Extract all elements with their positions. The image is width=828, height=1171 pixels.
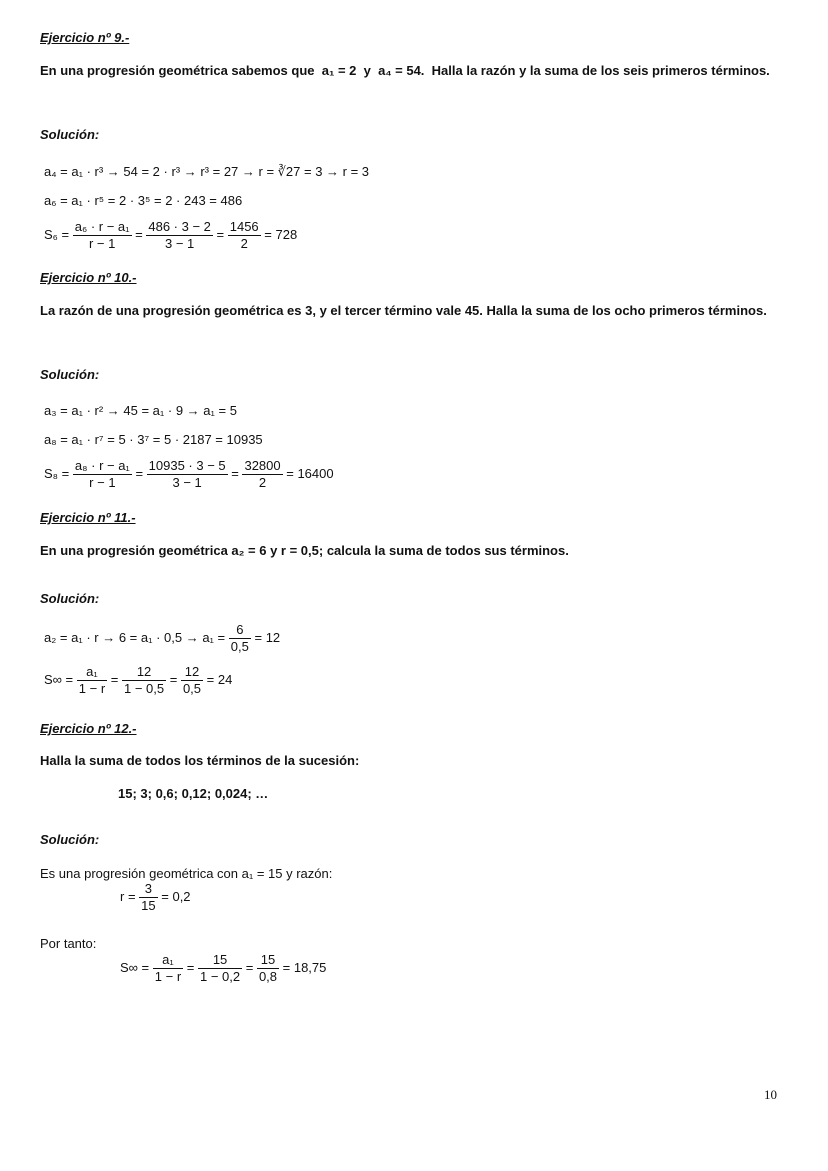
page-number: 10 bbox=[764, 1087, 777, 1102]
ex10-f1-num: a₈ · r − a₁ bbox=[74, 458, 130, 473]
ex11-f3-num: 12 bbox=[181, 665, 203, 681]
document-page bbox=[40, 0, 790, 1171]
ex11-sum-formula: S∞ = $\frac{\text{a₁}}{1 - r}$ = $\frac{12}{1 - 0,5}$ = $\frac{12}{0,5}$ = 24 bbox=[44, 664, 233, 696]
ex12-f2-den: 1 − 0,2 bbox=[199, 969, 241, 984]
ex11-equation-1 bbox=[44, 623, 280, 654]
exercise-9-statement bbox=[40, 63, 780, 79]
ex12-sum-lhs: S∞ = bbox=[120, 959, 150, 975]
ex10-fraction-3 bbox=[242, 459, 282, 490]
ex9-fraction-1 bbox=[73, 220, 132, 251]
ex9-conj: y bbox=[363, 63, 371, 78]
ex11-line1-den: 0,5 bbox=[230, 639, 249, 654]
ex11-f2-num: 12 bbox=[122, 665, 166, 681]
ex10-f2-num: 10935 · 3 − 5 bbox=[148, 458, 226, 473]
exercise-11-heading: Ejercicio nº 11.- bbox=[40, 510, 136, 525]
ex9-given-1: a₁ = 2 bbox=[321, 63, 357, 78]
ex11-fraction-2 bbox=[122, 665, 166, 696]
ex10-equation-2: a₈ = a₁ · r⁷ = 5 · 3⁷ = 5 · 2187 = 10935 bbox=[44, 432, 263, 447]
exercise-10-solution-label: Solución: bbox=[40, 367, 100, 382]
ex9-statement-a: En una progresión geométrica sabemos que bbox=[40, 63, 315, 78]
ex11-f2-den: 1 − 0,5 bbox=[123, 681, 165, 696]
ex12-sequence: 15; 3; 0,6; 0,12; 0,024; … bbox=[118, 786, 269, 801]
exercise-10-heading: Ejercicio nº 10.- bbox=[40, 270, 137, 285]
ex10-equation-1: a₃ = a₁ · r² → 45 = a₁ · 9 → a₁ = 5 bbox=[44, 403, 237, 418]
ex12-fraction-3 bbox=[257, 953, 279, 984]
ex11-line1-fraction bbox=[229, 623, 251, 654]
exercise-9-solution-label: Solución: bbox=[40, 127, 100, 142]
ex9-sum-lhs: S₆ = bbox=[44, 226, 70, 242]
ex12-r-result: = 0,2 bbox=[161, 888, 191, 904]
ex9-equation-1: a₄ = a₁ · r³ → 54 = 2 · r³ → r³ = 27 → r = ∛27 = 3 → r = 3 bbox=[44, 164, 370, 179]
ex9-equation-2: a₆ = a₁ · r⁵ = 2 · 3⁵ = 2 · 243 = 486 bbox=[44, 193, 243, 208]
ex12-f3-num: 15 bbox=[257, 953, 279, 969]
ex11-f1-num: a₁ bbox=[77, 665, 107, 681]
ex12-f1-den: 1 − r bbox=[154, 969, 182, 984]
ex9-f2-den: 3 − 1 bbox=[165, 236, 195, 251]
ex11-sum-lhs: S∞ = bbox=[44, 671, 74, 687]
exercise-12-solution-label: Solución: bbox=[40, 832, 100, 847]
ex12-ratio-formula bbox=[120, 882, 191, 913]
exercise-10-statement: La razón de una progresión geométrica es 3, y el tercer término vale 45. Halla la suma de los ocho primeros términos. bbox=[40, 303, 767, 318]
ex12-f3-den: 0,8 bbox=[258, 969, 278, 984]
exercise-9-heading: Ejercicio nº 9.- bbox=[40, 30, 130, 45]
ex11-line1-result: = 12 bbox=[254, 629, 281, 645]
ex12-r-num: 3 bbox=[139, 882, 157, 898]
ex9-f3-den: 2 bbox=[240, 236, 248, 251]
ex10-f3-num: 32800 bbox=[244, 458, 281, 473]
ex10-f1-den: r − 1 bbox=[89, 475, 116, 490]
exercise-12-heading: Ejercicio nº 12.- bbox=[40, 721, 137, 736]
ex10-f2-den: 3 − 1 bbox=[172, 475, 202, 490]
ex10-result: = 16400 bbox=[286, 465, 334, 481]
ex10-sum-formula: S₈ = $\frac{\text{a₈ · r − a₁}}{r - 1}$ = $\frac{10935 \cdot 3 - 5}{3 - 1}$ = $\frac{32800}{2}$ = 16400 bbox=[44, 458, 334, 490]
ex9-f3-num: 1456 bbox=[229, 219, 259, 234]
ex11-fraction-1 bbox=[77, 665, 107, 696]
ex9-fraction-2 bbox=[146, 220, 213, 251]
ex10-f3-den: 2 bbox=[258, 475, 267, 490]
ex10-fraction-1 bbox=[73, 459, 132, 490]
ex12-r-den: 15 bbox=[141, 898, 156, 913]
exercise-11-statement: En una progresión geométrica a₂ = 6 y r = 0,5; calcula la suma de todos sus términos. bbox=[40, 543, 569, 558]
ex12-result: = 18,75 bbox=[282, 959, 327, 975]
ex11-f1-den: 1 − r bbox=[78, 681, 106, 696]
exercise-12-statement: Halla la suma de todos los términos de la sucesión: bbox=[40, 753, 360, 768]
ex9-result: = 728 bbox=[264, 226, 298, 242]
ex11-line1-a: a₂ = a₁ · r → 6 = a₁ · 0,5 → a₁ = bbox=[44, 629, 226, 645]
ex10-sum-lhs: S₈ = bbox=[44, 465, 70, 481]
ex11-fraction-3 bbox=[181, 665, 203, 696]
ex12-fraction-1 bbox=[153, 953, 183, 984]
ex9-f1-num: a₆ · r − a₁ bbox=[74, 219, 130, 234]
ex12-text-2: Por tanto: bbox=[40, 936, 97, 951]
ex12-sum-formula: S∞ = $\frac{\text{a₁}}{1 - r}$ = $\frac{15}{1 - 0,2}$ = $\frac{15}{0,8}$ = 18,75 bbox=[120, 952, 327, 984]
ex9-f1-den: r − 1 bbox=[88, 236, 116, 251]
ex12-r-fraction bbox=[139, 882, 157, 913]
ex12-f1-num: a₁ bbox=[153, 953, 183, 969]
ex12-r-lhs: r = bbox=[120, 888, 136, 904]
ex11-f3-den: 0,5 bbox=[182, 681, 202, 696]
ex12-text-1: Es una progresión geométrica con a₁ = 15 y razón: bbox=[40, 866, 333, 881]
ex11-line1-num: 6 bbox=[229, 623, 251, 639]
ex11-result: = 24 bbox=[206, 671, 233, 687]
ex9-fraction-3 bbox=[228, 220, 261, 251]
ex10-fraction-2 bbox=[147, 459, 228, 490]
ex12-f2-num: 15 bbox=[198, 953, 242, 969]
ex9-f2-num: 486 · 3 − 2 bbox=[148, 219, 211, 234]
exercise-11-solution-label: Solución: bbox=[40, 591, 100, 606]
ex12-fraction-2 bbox=[198, 953, 242, 984]
ex9-given-2: a₄ = 54. bbox=[378, 63, 425, 78]
ex9-statement-b: Halla la razón y la suma de los seis primeros términos. bbox=[431, 63, 770, 78]
ex9-sum-formula: S₆ = $\frac{\text{a₆ · r − a₁}}{r - 1}$ = $\frac{486 \cdot 3 - 2}{3 - 1}$ = $\frac{1456}{2}$ = 728 bbox=[44, 219, 298, 251]
